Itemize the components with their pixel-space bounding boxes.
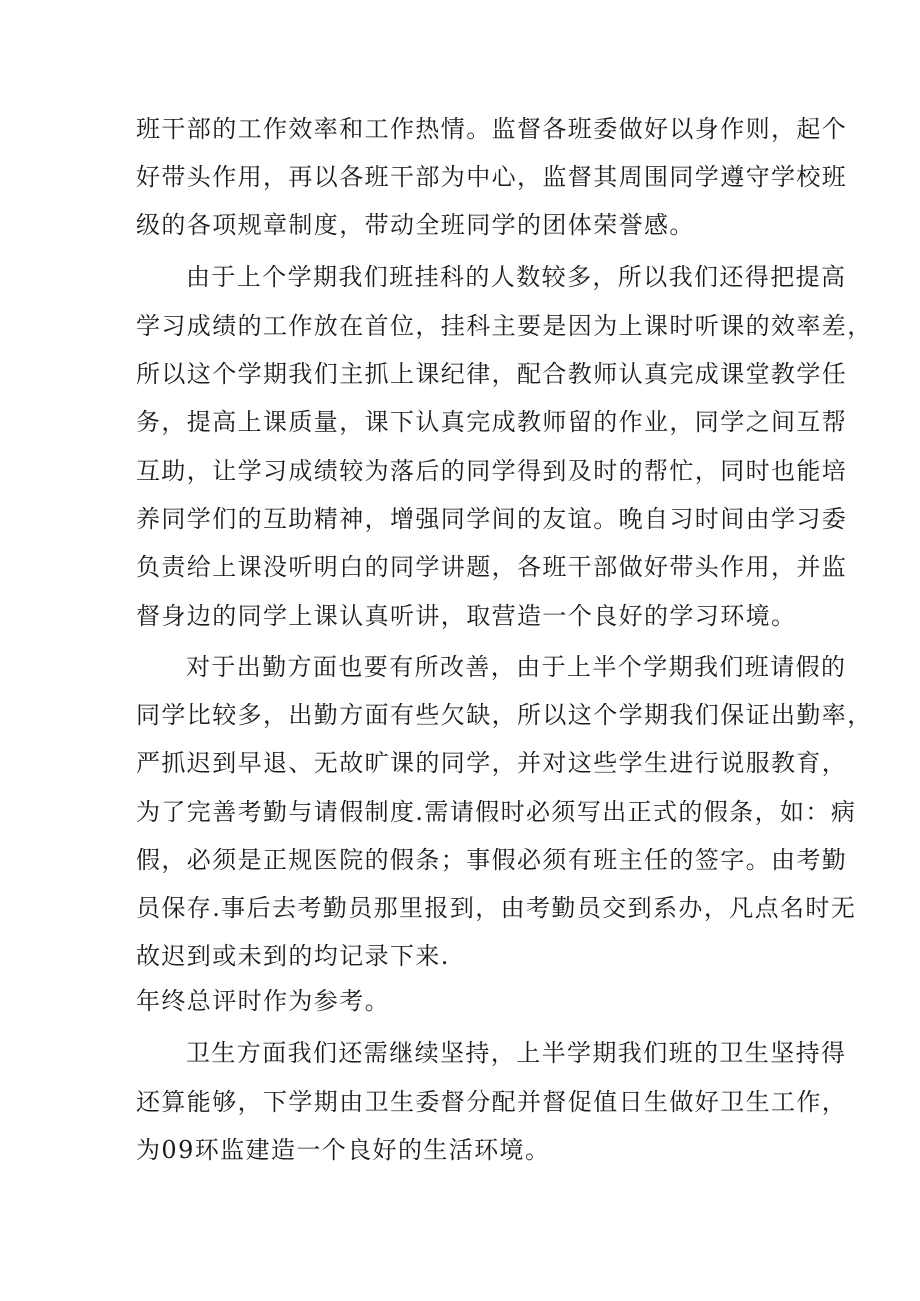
text-line: 务，提高上课质量，课下认真完成教师留的作业，同学之间互帮 xyxy=(136,408,848,436)
text-line: 班干部的工作效率和工作热情。监督各班委做好以身作则，起个 xyxy=(136,115,848,143)
text-line: 督身边的同学上课认真听讲，取营造一个良好的学习环境。 xyxy=(136,602,797,630)
text-line: 负责给上课没听明白的同学讲题，各班干部做好带头作用，并监 xyxy=(136,553,848,581)
text-line: 为09环监建造一个良好的生活环境。 xyxy=(136,1136,551,1164)
text-line: 由于上个学期我们班挂科的人数较多，所以我们还得把提高 xyxy=(186,263,847,291)
text-line: 养同学们的互助精神，增强同学间的友谊。晚自习时间由学习委 xyxy=(136,505,848,533)
text-line: 对于出勤方面也要有所改善，由于上半个学期我们班请假的 xyxy=(186,653,847,681)
text-line: 还算能够，下学期由卫生委督分配并督促值日生做好卫生工作， xyxy=(136,1088,848,1116)
text-line: 互助，让学习成绩较为落后的同学得到及时的帮忙，同时也能培 xyxy=(136,457,848,485)
text-line: 级的各项规章制度，带动全班同学的团体荣誉感。 xyxy=(136,211,695,239)
text-line: 严抓迟到早退、无故旷课的同学，并对这些学生进行说服教育， xyxy=(136,749,848,777)
text-line: 卫生方面我们还需继续坚持，上半学期我们班的卫生坚持得 xyxy=(186,1039,847,1067)
text-line: 年终总评时作为参考。 xyxy=(136,987,390,1015)
text-line: 所以这个学期我们主抓上课纪律，配合教师认真完成课堂教学任 xyxy=(136,360,848,388)
text-line: 同学比较多，出勤方面有些欠缺，所以这个学期我们保证出勤率， xyxy=(136,701,873,729)
text-line: 员保存.事后去考勤员那里报到，由考勤员交到系办，凡点名时无 xyxy=(136,894,857,922)
text-line: 好带头作用，再以各班干部为中心，监督其周围同学遵守学校班 xyxy=(136,163,848,191)
text-line: 为了完善考勤与请假制度.需请假时必须写出正式的假条，如：病 xyxy=(136,798,857,826)
text-line: 学习成绩的工作放在首位，挂科主要是因为上课时听课的效率差， xyxy=(136,312,873,340)
text-line: 故迟到或未到的均记录下来. xyxy=(136,942,450,970)
text-line: 假，必须是正规医院的假条；事假必须有班主任的签字。由考勤 xyxy=(136,846,848,874)
